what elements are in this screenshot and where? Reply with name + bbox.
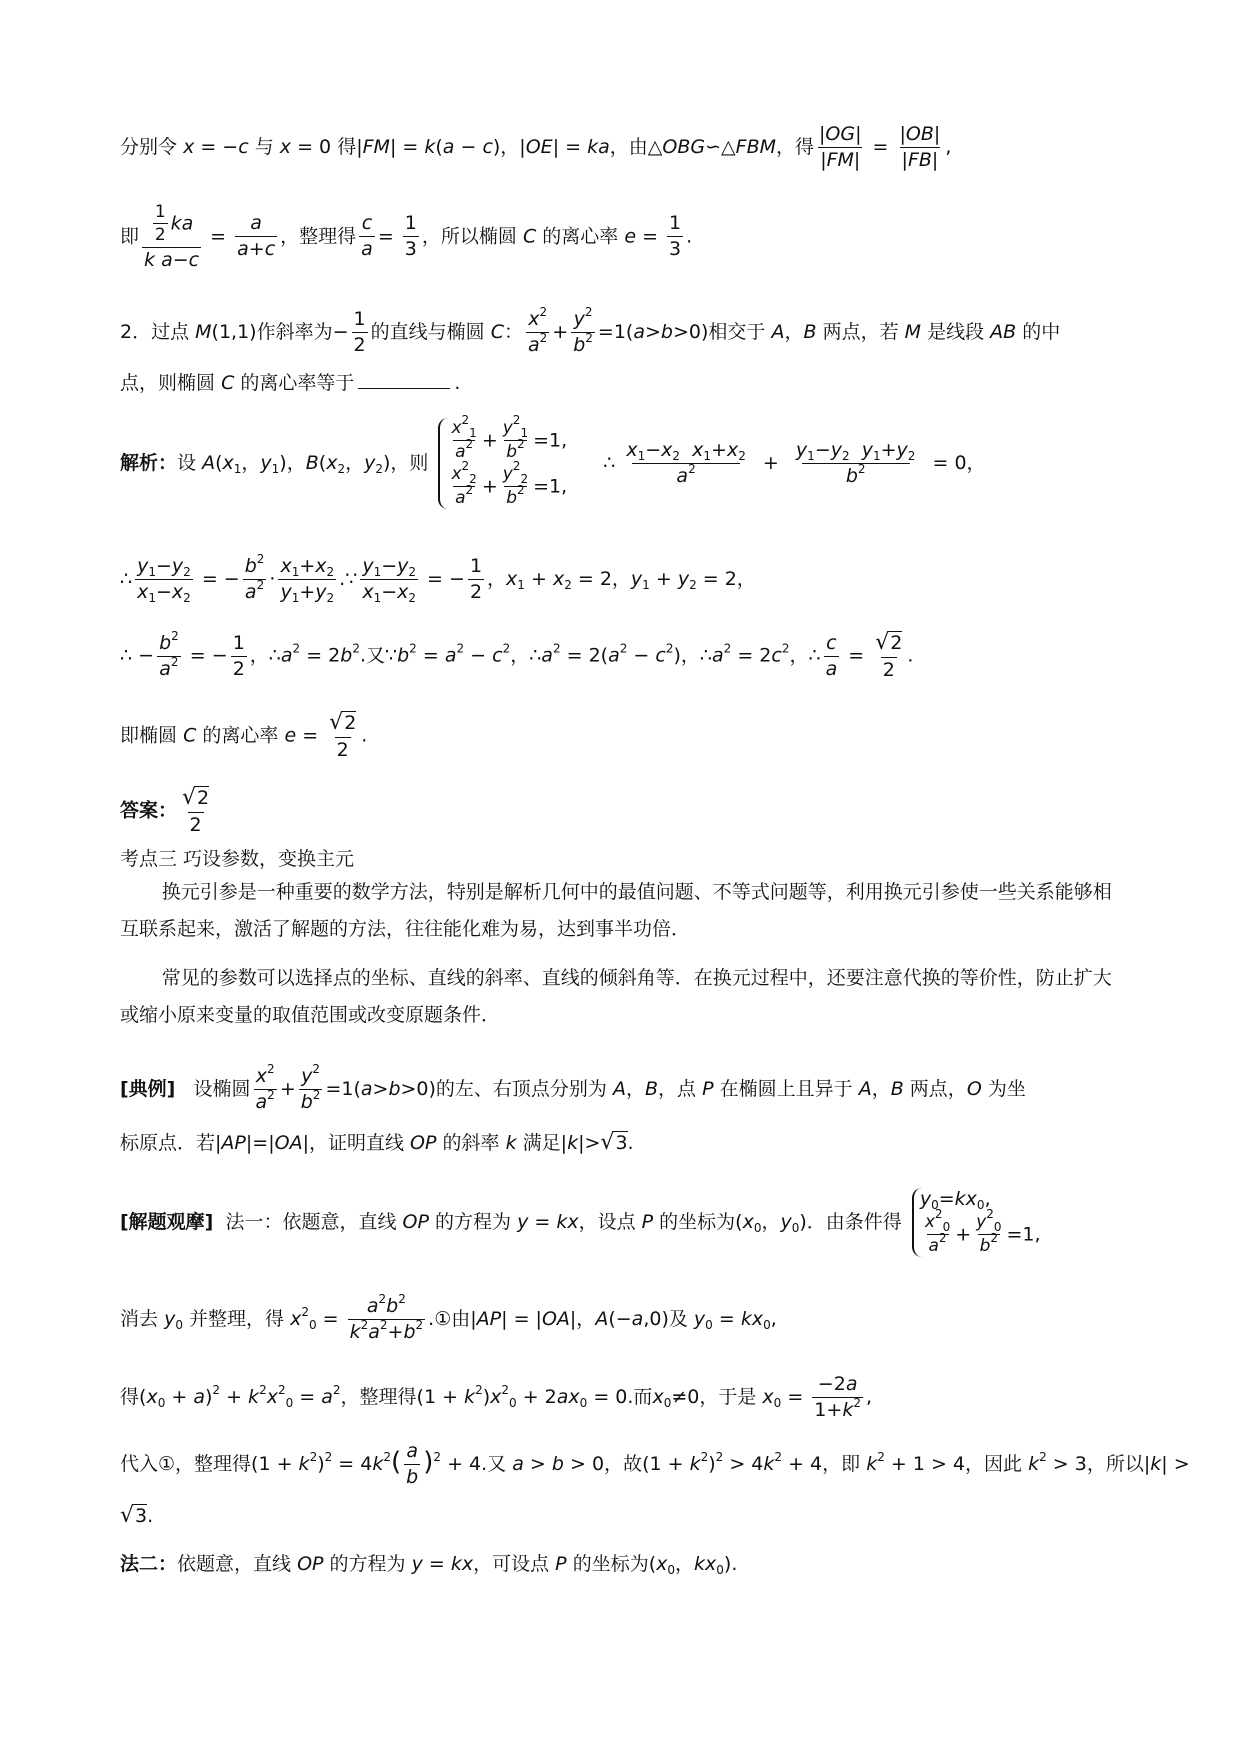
equation-system: $y_0=kx_0$, $\frac{x^2_0}{a^2}$ + $\frac{y^2_0}{b^2}$ =1,: [912, 1188, 1041, 1257]
example-line-1: [典例] 设椭圆 $\frac{x^2}{a^2}$ + $\frac{y^2}{b^2}$ =1(a>b>0)的左、右顶点分别为 A，B，点 P 在椭圆上且异于 A，B 两点，O 为坐: [120, 1062, 1026, 1113]
fraction: $\frac{|OG|}{|FM|}$: [819, 123, 862, 171]
line-2: 即 $\frac{1}{2}$ ka k a−c = $\frac{a}{a+c}$ ，整理得 $\frac{c}{a}$ = $\frac{1}{3}$ ，所以椭圆 C 的离心率 e = $\frac{1}{3}$ .: [120, 202, 693, 271]
fraction: $\frac{y^2}{b^2}$: [300, 1062, 321, 1113]
solution-line: 解析：设 $A(x_1$，$y_1$)，$B(x_2$，$y_2$)，则 $\frac{x^2_1}{a^2}$ + $\frac{y^2_1}{b^2}$ =1, $\frac{x^2_2}{a^2}$ + $\frac{y^2_2}{b^2}$ =1, ∴ $\frac{x_1-x_2 x_1+x_2}{a^2}$ + $\frac{y_1-y_2 y_1+y_2}{b^2}$ = 0，: [120, 413, 986, 508]
fraction: $\frac{c}{a}$: [361, 212, 373, 261]
equation-system: $\frac{x^2_1}{a^2}$ + $\frac{y^2_1}{b^2}$ =1, $\frac{x^2_2}{a^2}$ + $\frac{y^2_2}{b^2}$ =1,: [438, 418, 567, 509]
fraction: $\frac{1}{2}$: [353, 308, 366, 356]
fraction: $\frac{a}{a+c}$: [237, 212, 276, 261]
question-2-line-1: 2．过点 M(1,1)作斜率为− $\frac{1}{2}$ 的直线与椭圆 C： $\frac{x^2}{a^2}$ + $\frac{y^2}{b^2}$ =1(a>b>0)相交于 A，B 两点，若 M 是线段 AB 的中: [120, 305, 1061, 356]
fraction: $\frac{x^2}{a^2}$: [527, 305, 548, 356]
fraction: $\frac{x_1-x_2 x_1+x_2}{a^2}$: [626, 439, 746, 487]
fraction: $\frac{1}{3}$: [669, 212, 682, 261]
substitute-line: 代入①，整理得$(1 + k^2)^2 = 4k^2$( $\frac{a}{b}$ )$^2$ + 4.又 a > b > 0，故$(1 + k^2)^2 > 4k^2 + 4$，即 $k^2 + 1 > 4$，因此 $k^2 > 3$，所以|k| >: [120, 1440, 1190, 1488]
fraction: $\frac{√2}{2}$: [182, 785, 210, 837]
line-1: 分别令 x = −c 与 x = 0 得|FM| = k(a − c)，|OE| = ka，由△OBG∽△FBM，得 $\frac{|OG|}{|FM|}$ = $\frac{|OB|}{|FB|}$ ,: [120, 123, 952, 171]
fraction: $\frac{b^2}{a^2}$: [159, 628, 179, 680]
fraction: $\frac{c}{a}$: [825, 631, 838, 680]
observation-line: [解题观摩] 法一：依题意，直线 OP 的方程为 y = kx，设点 P 的坐标为($x_0$，$y_0$)．由条件得 $y_0=kx_0$, $\frac{x^2_0}{a^2}$ + $\frac{y^2_0}{b^2}$ =1,: [120, 1188, 1041, 1256]
fraction: $\frac{a}{b}$: [406, 1440, 419, 1488]
example-line-2: 标原点．若|AP|=|OA|，证明直线 OP 的斜率 k 满足|k|>√3.: [120, 1130, 634, 1155]
fraction: $\frac{y_1-y_2}{x_1-x_2}$: [362, 555, 417, 605]
section-title: 考点三 巧设参数，变换主元: [120, 848, 355, 870]
fraction: $\frac{a^2b^2}{k^2a^2+b^2}$: [349, 1292, 424, 1343]
paragraph-2: 常见的参数可以选择点的坐标、直线的斜率、直线的倾斜角等．在换元过程中，还要注意代换的等价性，防止扩大或缩小原来变量的取值范围或改变原题条件．: [120, 967, 1112, 1027]
fraction: $\frac{1}{2}$ ka k a−c: [144, 202, 200, 271]
fraction: $\frac{|OB|}{|FB|}$: [899, 123, 941, 171]
fraction: $\frac{1}{2}$: [469, 555, 483, 603]
fraction: $\frac{x^2}{a^2}$: [255, 1062, 275, 1113]
fraction: $\frac{y_1-y_2}{x_1-x_2}$: [137, 555, 191, 605]
fraction: $\frac{y_1-y_2 y_1+y_2}{b^2}$: [795, 439, 916, 487]
fraction: $\frac{1}{2}$: [232, 631, 245, 680]
fraction: $\frac{-2a}{1+k^2}$: [814, 1373, 861, 1421]
fraction: $\frac{b^2}{a^2}$: [244, 552, 265, 603]
line-6: ∴ $\frac{y_1-y_2}{x_1-x_2}$ = − $\frac{b^2}{a^2}$ · $\frac{x_1+x_2}{y_1+y_2}$ .∵ $\frac{y_1-y_2}{x_1-x_2}$ = − $\frac{1}{2}$ ，$x_1 + x_2 = 2$，$y_1 + y_2 = 2$，: [120, 552, 756, 605]
method-2-line: 法二：依题意，直线 OP 的方程为 y = kx，可设点 P 的坐标为($x_0$，$kx_0$).: [120, 1553, 738, 1577]
fraction: $\frac{y^2}{b^2}$: [573, 305, 593, 356]
eliminate-line: 消去 $y_0$ 并整理，得 $x^2_0$ = $\frac{a^2b^2}{k^2a^2+b^2}$ .①由|AP| = |OA|，A(−a,0)及 $y_0 = kx_0$,: [120, 1292, 777, 1343]
fraction: $\frac{√2}{2}$: [329, 710, 357, 762]
line-7: ∴ − $\frac{b^2}{a^2}$ = − $\frac{1}{2}$ ，$\therefore a^2 = 2b^2$.又$\because b^2 = a^2 - c^2$，$\therefore a^2 = 2(a^2 - c^2)$，$\therefore a^2 = 2c^2$，∴ $\frac{c}{a}$ = $\frac{√2}{2}$ .: [120, 628, 914, 682]
fraction: $\frac{√2}{2}$: [875, 630, 903, 682]
line-8: 即椭圆 C 的离心率 e = $\frac{√2}{2}$ .: [120, 710, 368, 762]
sqrt-line: √3.: [120, 1503, 154, 1528]
derive-line: 得$(x_0 + a)^2 + k^2x^2_0 = a^2$，整理得$(1 + k^2)x^2_0 + 2ax_0 = 0$.而$x_0\ne 0$，于是 $x_0$ = $\frac{-2a}{1+k^2}$ ,: [120, 1373, 873, 1421]
question-2-line-2: 点，则椭圆 C 的离心率等于 .: [120, 372, 461, 394]
answer-line: 答案： $\frac{√2}{2}$: [120, 785, 210, 837]
answer-blank: [358, 388, 450, 389]
fraction: $\frac{1}{3}$: [404, 212, 417, 261]
fraction: $\frac{x_1+x_2}{y_1+y_2}$: [280, 555, 335, 605]
paragraph-1: 换元引参是一种重要的数学方法，特别是解析几何中的最值问题、不等式问题等，利用换元引参使一些关系能够相互联系起来，激活了解题的方法，往往能化难为易，达到事半功倍．: [120, 881, 1112, 941]
